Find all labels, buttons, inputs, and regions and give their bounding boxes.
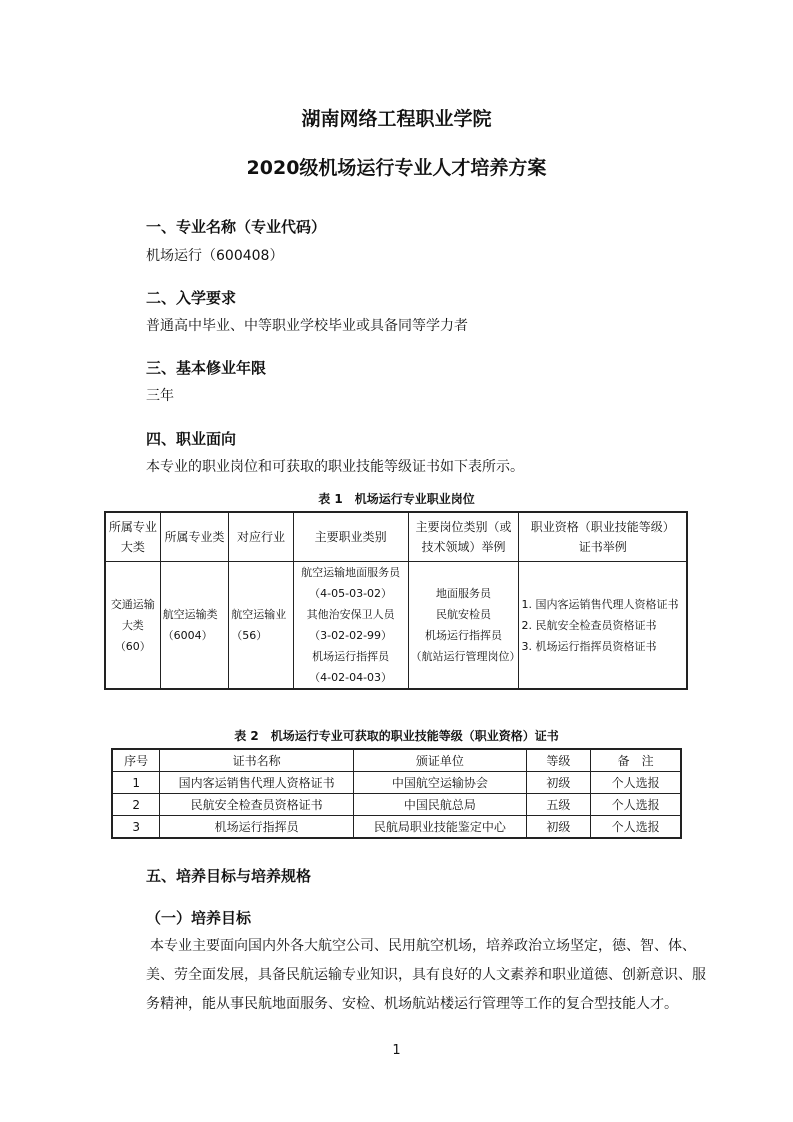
table-cell: 1 xyxy=(112,772,160,794)
table-cell: 个人选报 xyxy=(591,772,681,794)
table-certificates xyxy=(111,748,682,839)
table-cell: 国内客运销售代理人资格证书 xyxy=(160,772,354,794)
table-header-row xyxy=(105,512,687,562)
table-cell: 机场运行指挥员 xyxy=(160,816,354,839)
section-text-2: 普通高中毕业、中等职业学校毕业或具备同等学力者 xyxy=(146,318,468,334)
header-cell: 证书名称 xyxy=(160,749,354,772)
table-cell: 航空运输类 （6004） xyxy=(160,562,229,690)
table-row xyxy=(112,794,681,816)
header-cell: 颁证单位 xyxy=(353,749,526,772)
section-text-4: 本专业的职业岗位和可获取的职业技能等级证书如下表所示。 xyxy=(146,459,524,475)
header-cell: 备 注 xyxy=(591,749,681,772)
section-heading-1: 一、专业名称（专业代码） xyxy=(146,218,327,236)
table-cell: 3 xyxy=(112,816,160,839)
table2-caption: 表 2 机场运行专业可获取的职业技能等级（职业资格）证书 xyxy=(234,729,559,743)
header-cell: 所属专业类 xyxy=(160,512,229,562)
section-heading-3: 三、基本修业年限 xyxy=(146,359,267,377)
table-cell: 中国民航总局 xyxy=(353,794,526,816)
table-cell: 2 xyxy=(112,794,160,816)
table-occupations xyxy=(104,511,688,690)
table-cell: 五级 xyxy=(526,794,590,816)
section-heading-2: 二、入学要求 xyxy=(146,289,237,307)
table-row xyxy=(112,772,681,794)
table-cell: 地面服务员 民航安检员 机场运行指挥员 （航站运行管理岗位） xyxy=(408,562,519,690)
paragraph-line: 美、劳全面发展，具备民航运输专业知识，具有良好的人文素养和职业道德、创新意识、服 xyxy=(146,967,706,983)
header-cell: 序号 xyxy=(112,749,160,772)
header-cell: 所属专业大类 xyxy=(105,512,160,562)
table-cell: 航空运输地面服务员 （4-05-03-02） 其他治安保卫人员 （3-02-02-99） 机场运行指挥员 （4-02-04-03） xyxy=(293,562,408,690)
table-row xyxy=(112,816,681,839)
section-text-3: 三年 xyxy=(146,388,174,404)
document-subtitle: 2020级机场运行专业人才培养方案 xyxy=(246,157,547,179)
table-row xyxy=(105,562,687,690)
document-title: 湖南网络工程职业学院 xyxy=(301,108,492,130)
header-cell: 主要岗位类别（或 技术领域）举例 xyxy=(408,512,519,562)
table-cell: 个人选报 xyxy=(591,816,681,839)
table-cell: 航空运输业 （56） xyxy=(229,562,293,690)
table-cell: 民航局职业技能鉴定中心 xyxy=(353,816,526,839)
header-cell: 等级 xyxy=(526,749,590,772)
table-cell: 交通运输 大类 （60） xyxy=(105,562,160,690)
subsection-heading: （一）培养目标 xyxy=(146,909,252,927)
table1-caption: 表 1 机场运行专业职业岗位 xyxy=(318,492,475,506)
header-cell: 主要职业类别 xyxy=(293,512,408,562)
table-cell: 1. 国内客运销售代理人资格证书 2. 民航安全检查员资格证书 3. 机场运行指挥员资格证书 xyxy=(519,562,687,690)
table-cell: 个人选报 xyxy=(591,794,681,816)
table-cell: 中国航空运输协会 xyxy=(353,772,526,794)
section-heading-5: 五、培养目标与培养规格 xyxy=(146,867,312,885)
table-cell: 初级 xyxy=(526,816,590,839)
paragraph-line: 务精神，能从事民航地面服务、安检、机场航站楼运行管理等工作的复合型技能人才。 xyxy=(146,996,678,1012)
header-cell: 职业资格（职业技能等级） 证书举例 xyxy=(519,512,687,562)
section-text-1: 机场运行（600408） xyxy=(146,248,284,264)
section-heading-4: 四、职业面向 xyxy=(146,430,237,448)
paragraph-line: 本专业主要面向国内外各大航空公司、民用航空机场，培养政治立场坚定，德、智、体、 xyxy=(150,938,696,954)
table-cell: 民航安全检查员资格证书 xyxy=(160,794,354,816)
header-cell: 对应行业 xyxy=(229,512,293,562)
table-header-row xyxy=(112,749,681,772)
table-cell: 初级 xyxy=(526,772,590,794)
page-number: 1 xyxy=(392,1043,401,1058)
